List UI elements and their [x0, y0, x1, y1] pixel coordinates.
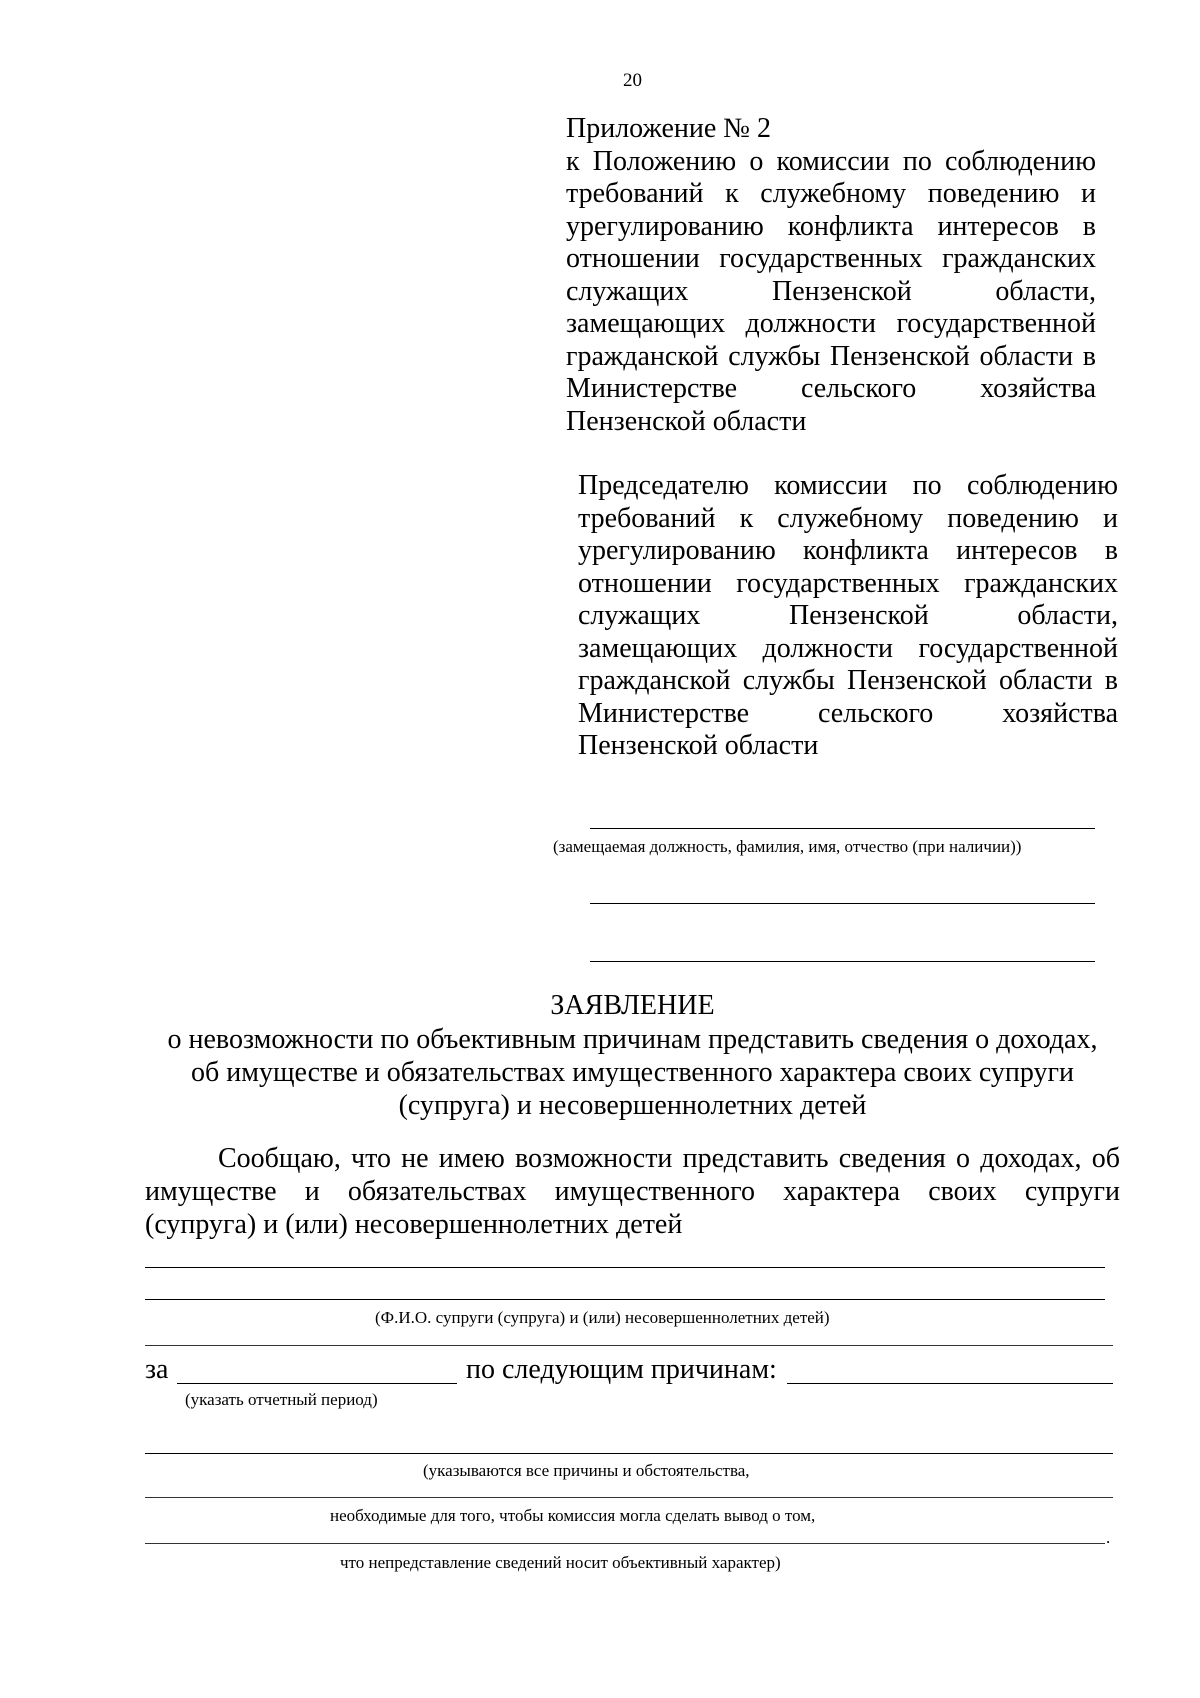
addressee-line: служащих Пензенской области, — [578, 600, 1118, 631]
appendix-line: замещающих должности государственной — [566, 308, 1096, 339]
page-number: 20 — [623, 70, 642, 91]
period-prefix: за — [145, 1354, 169, 1385]
statement-subtitle-line: (супруга) и несовершеннолетних детей — [398, 1090, 867, 1121]
appendix-line: Пензенской области — [566, 405, 807, 437]
addressee-line: урегулированию конфликта интересов в — [578, 535, 1118, 566]
appendix-block — [566, 113, 1096, 438]
fio-caption: (Ф.И.О. супруги (супруга) и (или) несовершеннолетних детей) — [375, 1308, 830, 1327]
appendix-line: Приложение № 2 — [566, 113, 771, 144]
body-line: Сообщаю, что не имею возможности представить сведения о доходах, об — [218, 1143, 1120, 1174]
statement-title: ЗАЯВЛЕНИЕ — [550, 990, 715, 1021]
appendix-line: гражданской службы Пензенской области в — [566, 340, 1096, 372]
statement-subtitle-line: о невозможности по объективным причинам представить сведения о доходах, — [167, 1024, 1098, 1055]
trailing-dot: . — [1106, 1528, 1111, 1547]
body-line: (супруга) и (или) несовершеннолетних детей — [145, 1209, 683, 1240]
statement-subtitle-line: об имуществе и обязательствах имущественного характера своих супруги — [191, 1057, 1074, 1088]
reasons-caption-1: (указываются все причины и обстоятельства, — [423, 1461, 750, 1480]
appendix-line: служащих Пензенской области, — [566, 275, 1096, 307]
reasons-line-1[interactable] — [145, 1453, 1113, 1454]
reasons-input-line[interactable] — [787, 1383, 1113, 1384]
period-input-line[interactable] — [177, 1383, 457, 1384]
addressee-line: отношении государственных гражданских — [578, 567, 1118, 599]
reasons-line-3[interactable] — [145, 1543, 1105, 1544]
sender-caption: (замещаемая должность, фамилия, имя, отчество (при наличии)) — [553, 837, 1022, 856]
appendix-line: урегулированию конфликта интересов в — [566, 210, 1096, 242]
appendix-line: к Положению о комиссии по соблюдению — [566, 145, 1096, 177]
addressee-line: Пензенской области — [578, 730, 819, 761]
body-line: имуществе и обязательствах имущественного характера своих супруги — [145, 1176, 1120, 1207]
reasons-caption-3: что непредставление сведений носит объективный характер) — [340, 1553, 781, 1572]
addressee-line: Председателю комиссии по соблюдению — [578, 470, 1118, 501]
appendix-line: требований к служебному поведению и — [566, 178, 1096, 209]
statement-body — [145, 1142, 1120, 1241]
fio-line-2[interactable] — [145, 1299, 1105, 1300]
appendix-line: отношении государственных гражданских — [566, 243, 1096, 274]
reasons-label: по следующим причинам: — [466, 1354, 777, 1385]
sender-line-3[interactable] — [590, 961, 1095, 962]
reasons-line-2[interactable] — [145, 1497, 1113, 1498]
addressee-line: гражданской службы Пензенской области в — [578, 665, 1118, 696]
period-caption: (указать отчетный период) — [185, 1390, 378, 1409]
addressee-line: требований к служебному поведению и — [578, 502, 1118, 534]
addressee-line: замещающих должности государственной — [578, 632, 1118, 664]
addressee-block — [578, 470, 1118, 763]
sender-name-line[interactable] — [590, 828, 1095, 829]
fio-line-3[interactable] — [145, 1345, 1113, 1346]
addressee-line: Министерстве сельского хозяйства — [578, 697, 1118, 729]
appendix-line: Министерстве сельского хозяйства — [566, 373, 1096, 404]
sender-line-2[interactable] — [590, 903, 1095, 904]
reasons-caption-2: необходимые для того, чтобы комиссия могла сделать вывод о том, — [330, 1506, 816, 1525]
fio-line-1[interactable] — [145, 1267, 1105, 1268]
